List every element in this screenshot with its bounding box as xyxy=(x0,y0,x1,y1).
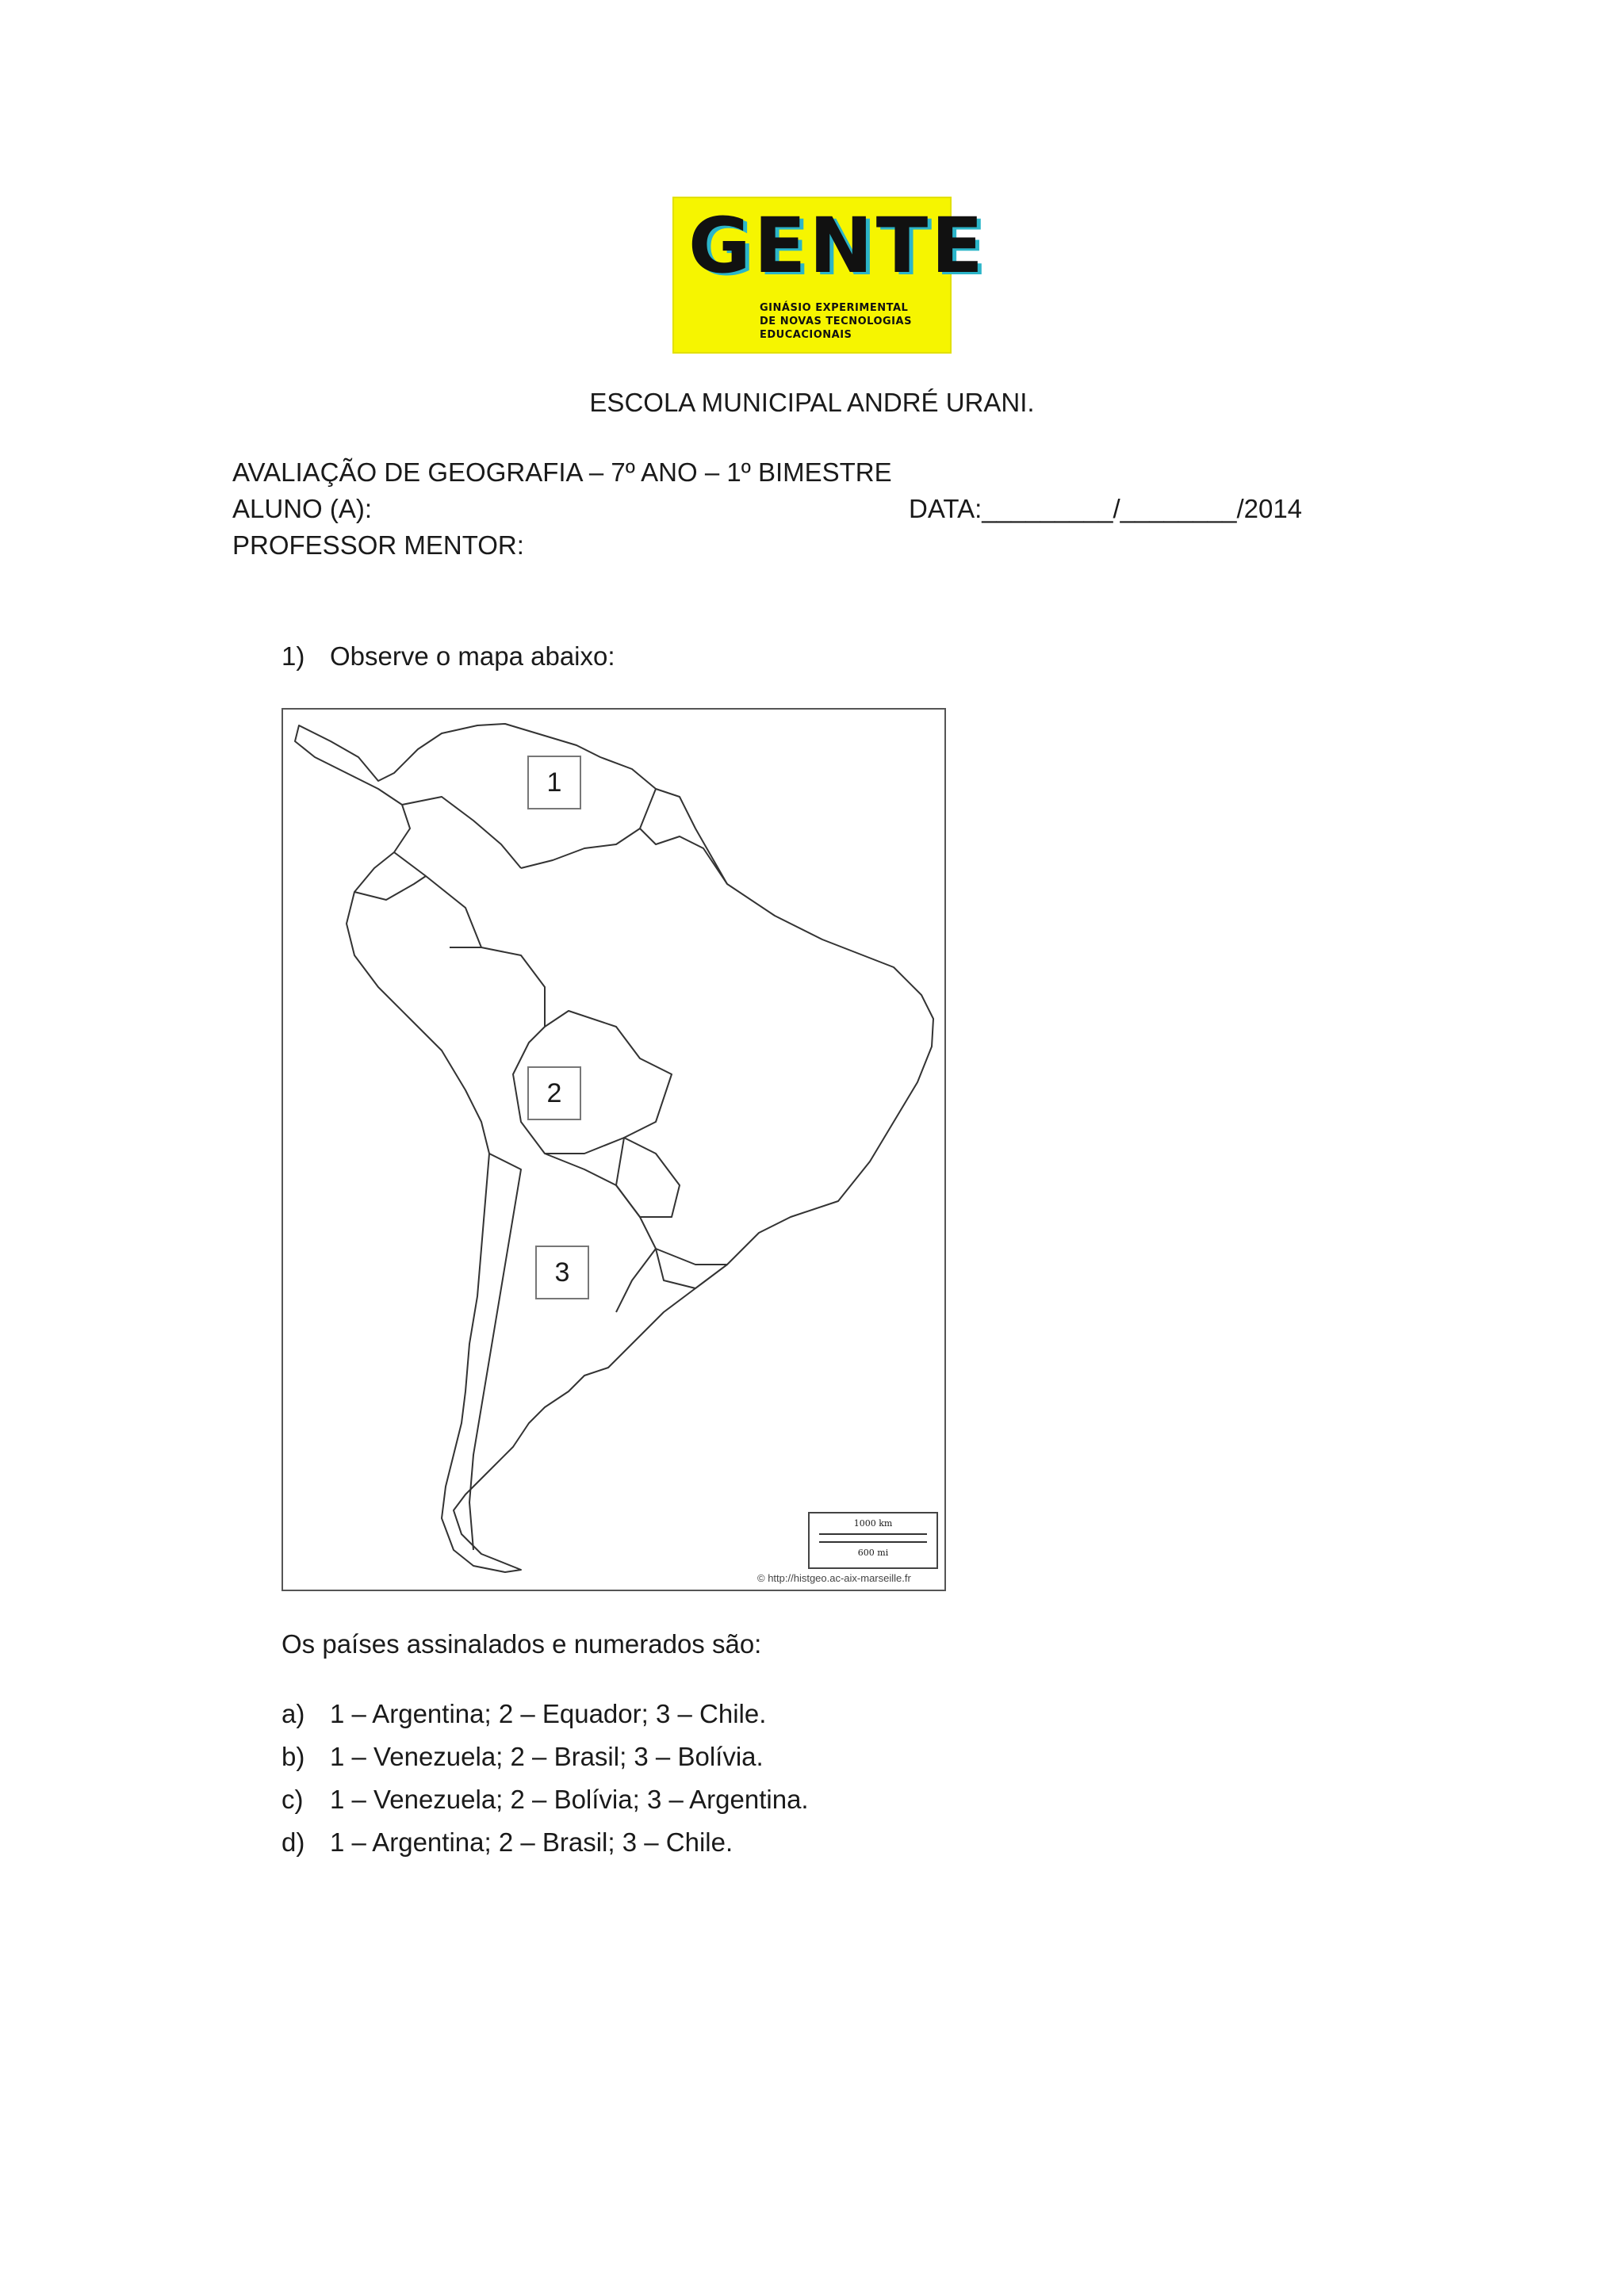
map-outline xyxy=(283,710,944,1590)
option-a-text: 1 – Argentina; 2 – Equador; 3 – Chile. xyxy=(330,1699,767,1728)
option-c-letter: c) xyxy=(282,1785,304,1814)
option-d-letter: d) xyxy=(282,1827,305,1857)
map-marker-3: 3 xyxy=(535,1246,589,1299)
scale-mi-label: 600 mi xyxy=(857,1548,889,1558)
border-uruguay xyxy=(656,1249,727,1288)
map-scale xyxy=(808,1512,938,1569)
logo-wordmark: GENTE xyxy=(688,201,986,290)
south-america-map xyxy=(282,708,946,1591)
border-argentina-chile xyxy=(469,1154,521,1550)
map-marker-1: 1 xyxy=(527,756,581,809)
border-peru-brazil xyxy=(481,947,545,1027)
border-paraguay xyxy=(616,1138,680,1217)
logo-subtitle xyxy=(760,301,912,342)
option-a-letter: a) xyxy=(282,1699,305,1728)
option-b-text: 1 – Venezuela; 2 – Brasil; 3 – Bolívia. xyxy=(330,1742,764,1771)
logo-line-2: DE NOVAS TECNOLOGIAS xyxy=(760,316,912,327)
continent-coastline xyxy=(295,724,933,1572)
date-field: DATA:_________/________/2014 xyxy=(909,494,1303,523)
map-marker-2: 2 xyxy=(527,1066,581,1120)
border-colombia-peru xyxy=(394,852,481,947)
assessment-title: AVALIAÇÃO DE GEOGRAFIA – 7º ANO – 1º BIMESTRE xyxy=(232,457,892,487)
question-prompt: Observe o mapa abaixo: xyxy=(330,641,615,671)
border-colombia-venezuela xyxy=(402,797,521,868)
scale-km-label: 1000 km xyxy=(853,1518,893,1529)
scale-bar xyxy=(819,1533,927,1543)
option-d-text: 1 – Argentina; 2 – Brasil; 3 – Chile. xyxy=(330,1827,733,1857)
school-logo xyxy=(672,197,986,354)
logo-line-1: GINÁSIO EXPERIMENTAL xyxy=(760,302,909,314)
border-guianas xyxy=(640,828,727,884)
option-c-text: 1 – Venezuela; 2 – Bolívia; 3 – Argentina. xyxy=(330,1785,809,1814)
logo-line-3: EDUCACIONAIS xyxy=(760,329,852,341)
mentor-label: PROFESSOR MENTOR: xyxy=(232,530,524,560)
student-label: ALUNO (A): xyxy=(232,494,373,523)
question-number: 1) xyxy=(282,641,305,671)
question-stem: Os países assinalados e numerados são: xyxy=(282,1629,762,1659)
map-credit: © http://histgeo.ac-aix-marseille.fr xyxy=(757,1572,911,1584)
school-name: ESCOLA MUNICIPAL ANDRÉ URANI. xyxy=(589,388,1035,417)
option-b-letter: b) xyxy=(282,1742,305,1771)
